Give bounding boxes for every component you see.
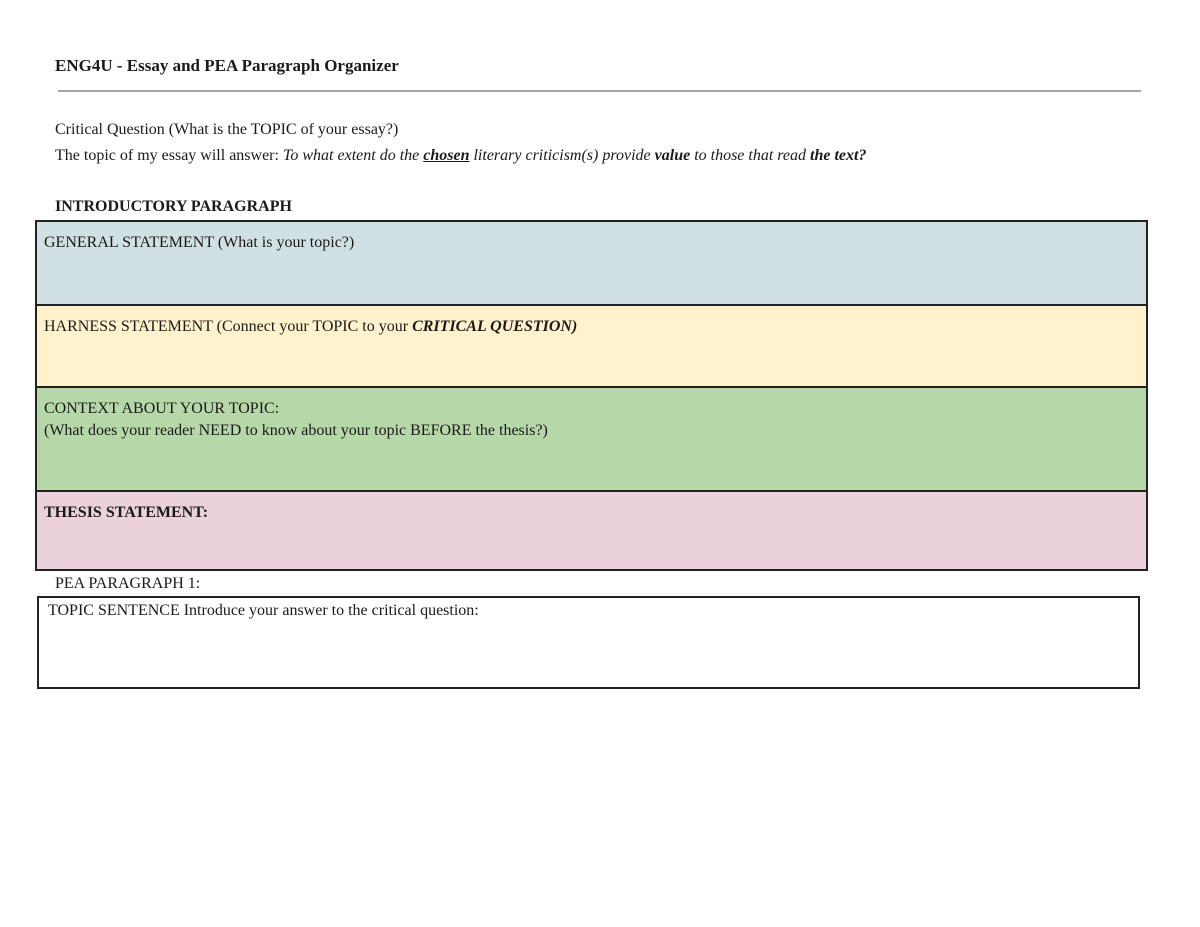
question-part-1: To what extent do the [282,147,424,164]
question-value: value [654,147,691,164]
topic-sentence-field[interactable] [37,596,1140,689]
harness-statement-field[interactable] [37,304,1146,386]
thesis-statement-field[interactable] [37,490,1146,569]
critical-question-lead: The topic of my essay will answer: [55,147,283,164]
title-divider [58,90,1141,92]
critical-question-line [55,147,866,165]
document-title: ENG4U - Essay and PEA Paragraph Organizer [55,56,399,75]
intro-paragraph-heading: INTRODUCTORY PARAGRAPH [55,198,292,215]
critical-question-label: Critical Question (What is the TOPIC of your essay?) [55,121,399,138]
critical-question-text [283,147,867,164]
general-statement-label: GENERAL STATEMENT (What is your topic?) [44,234,355,251]
intro-paragraph-table [35,220,1148,571]
question-the-text: the text? [810,147,867,164]
topic-sentence-label: TOPIC SENTENCE Introduce your answer to the critical question: [48,602,479,619]
pea-paragraph-1-heading: PEA PARAGRAPH 1: [55,575,201,592]
context-label: CONTEXT ABOUT YOUR TOPIC: [44,400,280,417]
general-statement-field[interactable] [37,222,1146,304]
question-part-3: to those that read [690,147,811,164]
question-chosen: chosen [423,147,470,164]
harness-statement-label: HARNESS STATEMENT (Connect your TOPIC to your [44,318,413,335]
context-hint: (What does your reader NEED to know about your topic BEFORE the thesis?) [44,422,548,439]
context-field[interactable] [37,386,1146,490]
question-part-2: literary criticism(s) provide [469,147,655,164]
harness-statement-emphasis: CRITICAL QUESTION) [412,318,578,335]
thesis-statement-label: THESIS STATEMENT: [44,504,209,521]
